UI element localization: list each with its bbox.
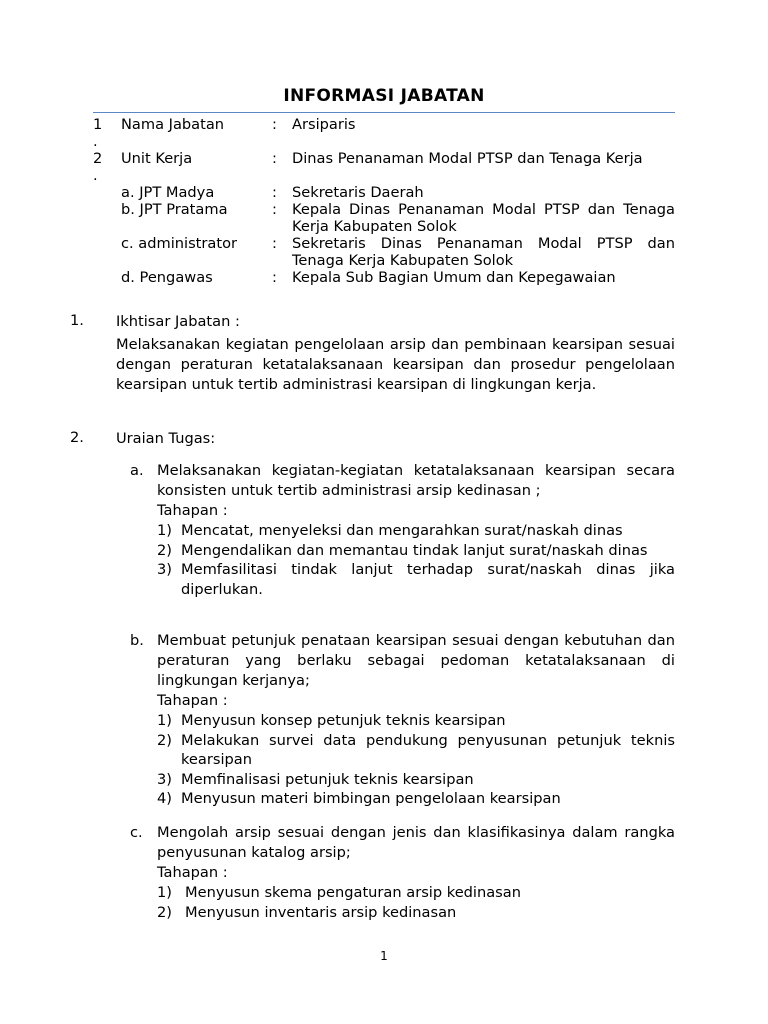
section-uraian-tugas [70, 429, 675, 449]
section-number: 2. [70, 429, 84, 446]
list-item [157, 903, 675, 923]
row-number: 2 [93, 150, 103, 167]
info-colon: : [272, 184, 277, 201]
info-value: Arsiparis [292, 116, 356, 133]
info-colon: : [272, 235, 277, 252]
task-text: Mengolah arsip sesuai dengan jenis dan klasifikasinya dalam rangka penyusunan katalog arsip; [157, 824, 675, 861]
info-row-administrator [93, 235, 675, 269]
step-text: Menyusun konsep petunjuk teknis kearsipan [181, 712, 506, 729]
section-number: 1. [70, 312, 84, 329]
info-value: Kepala Sub Bagian Umum dan Kepegawaian [292, 269, 616, 286]
step-list [157, 711, 675, 809]
info-value: Sekretaris Dinas Penanaman Modal PTSP dan Tenaga Kerja Kabupaten Solok [292, 235, 675, 269]
section-heading: Ikhtisar Jabatan : [116, 313, 240, 330]
step-number: 3) [157, 770, 172, 788]
page-number: 1 [380, 949, 388, 963]
task-text: Membuat petunjuk penataan kearsipan sesuai dengan kebutuhan dan peraturan yang berlaku sebagai pedoman ketatalaksanaan di lingkungan kerjanya; [157, 632, 675, 689]
list-item [157, 789, 675, 809]
info-row-unit [93, 150, 675, 184]
task-item-a [130, 461, 675, 599]
list-item [157, 711, 675, 731]
title-underline [93, 112, 675, 113]
row-number: 1 [93, 116, 103, 133]
task-item-b [130, 631, 675, 809]
step-number: 3) [157, 561, 172, 578]
list-item [157, 560, 675, 599]
info-label: a. JPT Madya [121, 184, 215, 201]
info-label: c. administrator [121, 235, 238, 252]
info-colon: : [272, 116, 277, 133]
step-list [157, 521, 675, 599]
job-info-table [93, 116, 675, 286]
info-value: Sekretaris Daerah [292, 184, 424, 201]
list-item [157, 770, 675, 790]
info-value: Dinas Penanaman Modal PTSP dan Tenaga Kerja [292, 150, 643, 167]
step-text: Memfinalisasi petunjuk teknis kearsipan [181, 770, 474, 788]
step-number: 4) [157, 790, 172, 807]
tahapan-label: Tahapan : [157, 692, 228, 709]
step-text: Mencatat, menyeleksi dan mengarahkan surat/naskah dinas [181, 522, 623, 539]
step-number: 2) [157, 731, 172, 749]
list-item [157, 883, 675, 903]
task-item-c [130, 823, 675, 922]
info-label: b. JPT Pratama [121, 201, 228, 218]
task-letter: a. [130, 462, 144, 479]
section-ikhtisar [70, 312, 675, 332]
list-item [157, 541, 675, 561]
tahapan-label: Tahapan : [157, 864, 228, 881]
step-text: Memfasilitasi tindak lanjut terhadap surat/naskah dinas jika diperlukan. [181, 561, 675, 598]
info-row-jpt-madya [93, 184, 675, 201]
info-label: Nama Jabatan [121, 116, 225, 133]
list-item [157, 731, 675, 770]
step-number: 1) [157, 712, 172, 729]
task-letter: c. [130, 824, 143, 841]
step-text: Menyusun materi bimbingan pengelolaan kearsipan [181, 790, 561, 807]
step-text: Menyusun inventaris arsip kedinasan [185, 903, 457, 921]
task-letter: b. [130, 632, 144, 649]
info-label: Unit Kerja [121, 150, 193, 167]
list-item [157, 521, 675, 541]
info-row-job-name [93, 116, 675, 150]
info-colon: : [272, 201, 277, 218]
info-label: d. Pengawas [121, 269, 213, 286]
info-row-jpt-pratama [93, 201, 675, 235]
row-number-dot: . [93, 167, 98, 184]
section-heading: Uraian Tugas: [116, 430, 216, 447]
step-number: 1) [157, 522, 172, 539]
step-list [157, 883, 675, 922]
step-text: Menyusun skema pengaturan arsip kedinasan [185, 884, 521, 901]
step-number: 1) [157, 884, 172, 901]
info-value: Kepala Dinas Penanaman Modal PTSP dan Tenaga Kerja Kabupaten Solok [292, 201, 675, 235]
task-text: Melaksanakan kegiatan-kegiatan ketatalaksanaan kearsipan secara konsisten untuk tertib administrasi arsip kedinasan ; [157, 462, 675, 499]
tahapan-label: Tahapan : [157, 502, 228, 519]
page-title: INFORMASI JABATAN [283, 86, 485, 106]
step-text: Melakukan survei data pendukung penyusunan petunjuk teknis kearsipan [181, 731, 675, 768]
info-row-pengawas [93, 269, 675, 286]
info-colon: : [272, 269, 277, 286]
info-colon: : [272, 150, 277, 167]
step-text: Mengendalikan dan memantau tindak lanjut surat/naskah dinas [181, 541, 648, 559]
ikhtisar-paragraph: Melaksanakan kegiatan pengelolaan arsip dan pembinaan kearsipan sesuai dengan peraturan ketatalaksanaan kearsipan dan prosedur pengelolaan kearsipan untuk tertib administrasi kearsipan di lingkungan kerja. [116, 336, 675, 393]
step-number: 2) [157, 903, 172, 921]
row-number-dot: . [93, 133, 98, 150]
step-number: 2) [157, 541, 172, 559]
